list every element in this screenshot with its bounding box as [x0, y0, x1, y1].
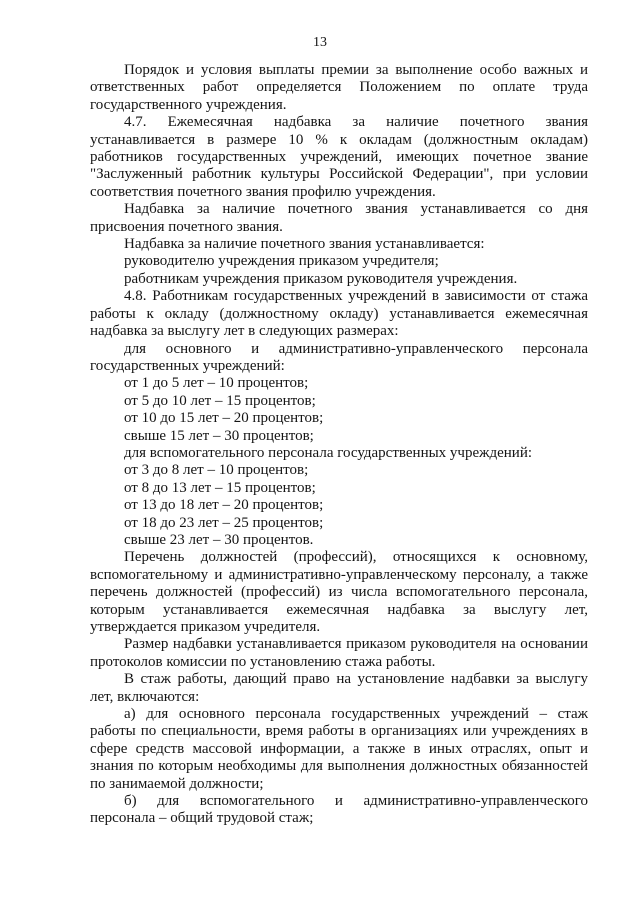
paragraph-bonus-procedure: Порядок и условия выплаты премии за выполнение особо важных и ответственных работ определяется Положением по оплате труда государственного учреждения. — [90, 62, 588, 113]
paragraph-bonus-size: Размер надбавки устанавливается приказом руководителя на основании протоколов комиссии по установлению стажа работы. — [90, 636, 588, 670]
paragraph-title-date: Надбавка за наличие почетного звания устанавливается со дня присвоения почетного звания. — [90, 201, 588, 235]
paragraph-main-staff: для основного и административно-управленческого персонала государственных учреждений: — [90, 340, 588, 374]
list-item: от 8 до 13 лет – 15 процентов; — [124, 479, 316, 496]
paragraph-positions-list: Перечень должностей (профессий), относящихся к основному, вспомогательному и административно-управленческому персоналу, а также перечень должностей (профессий) из числа вспомогательного персонала, которым устанавливается ежемесячная надбавка за выслугу лет, утверждается приказом учредителя. — [90, 549, 588, 635]
list-item: от 13 до 18 лет – 20 процентов; — [124, 497, 324, 514]
list-item: от 18 до 23 лет – 25 процентов; — [124, 514, 324, 531]
list-item: от 5 до 10 лет – 15 процентов; — [124, 392, 316, 409]
paragraph-item-a: а) для основного персонала государственных учреждений – стаж работы по специальности, время работы в организациях или учреждениях в сфере средств массовой информации, а также в иных отраслях, опыт и знания по которым необходимы для выполнения должностных обязанностей по занимаемой должности; — [90, 706, 588, 792]
list-item: свыше 15 лет – 30 процентов; — [124, 427, 314, 444]
paragraph-aux-staff: для вспомогательного персонала государственных учреждений: — [124, 444, 533, 461]
list-item: от 3 до 8 лет – 10 процентов; — [124, 462, 309, 479]
paragraph-staff-order: работникам учреждения приказом руководителя учреждения. — [124, 270, 518, 287]
paragraph-seniority-includes: В стаж работы, дающий право на установление надбавки за выслугу лет, включаются: — [90, 671, 588, 705]
paragraph-head-order: руководителю учреждения приказом учредителя; — [124, 253, 439, 270]
paragraph-4-8: 4.8. Работникам государственных учреждений в зависимости от стажа работы к окладу (должностному окладу) устанавливается ежемесячная надбавка за выслугу лет в следующих размерах: — [90, 288, 588, 340]
paragraph-item-b: б) для вспомогательного и административно-управленческого персонала – общий трудовой стаж; — [90, 793, 588, 827]
list-item: свыше 23 лет – 30 процентов. — [124, 531, 314, 548]
list-item: от 1 до 5 лет – 10 процентов; — [124, 375, 309, 392]
list-item: от 10 до 15 лет – 20 процентов; — [124, 410, 324, 427]
document-body — [90, 62, 588, 828]
paragraph-4-7: 4.7. Ежемесячная надбавка за наличие почетного звания устанавливается в размере 10 % к окладам (должностным окладам) работников государственных учреждений, имеющих почетное звание "Заслуженный работник культуры Российской Федерации", при условии соответствия почетного звания профилю учреждения. — [90, 114, 588, 200]
paragraph-title-established: Надбавка за наличие почетного звания устанавливается: — [124, 236, 485, 253]
page-number: 13 — [313, 35, 327, 50]
